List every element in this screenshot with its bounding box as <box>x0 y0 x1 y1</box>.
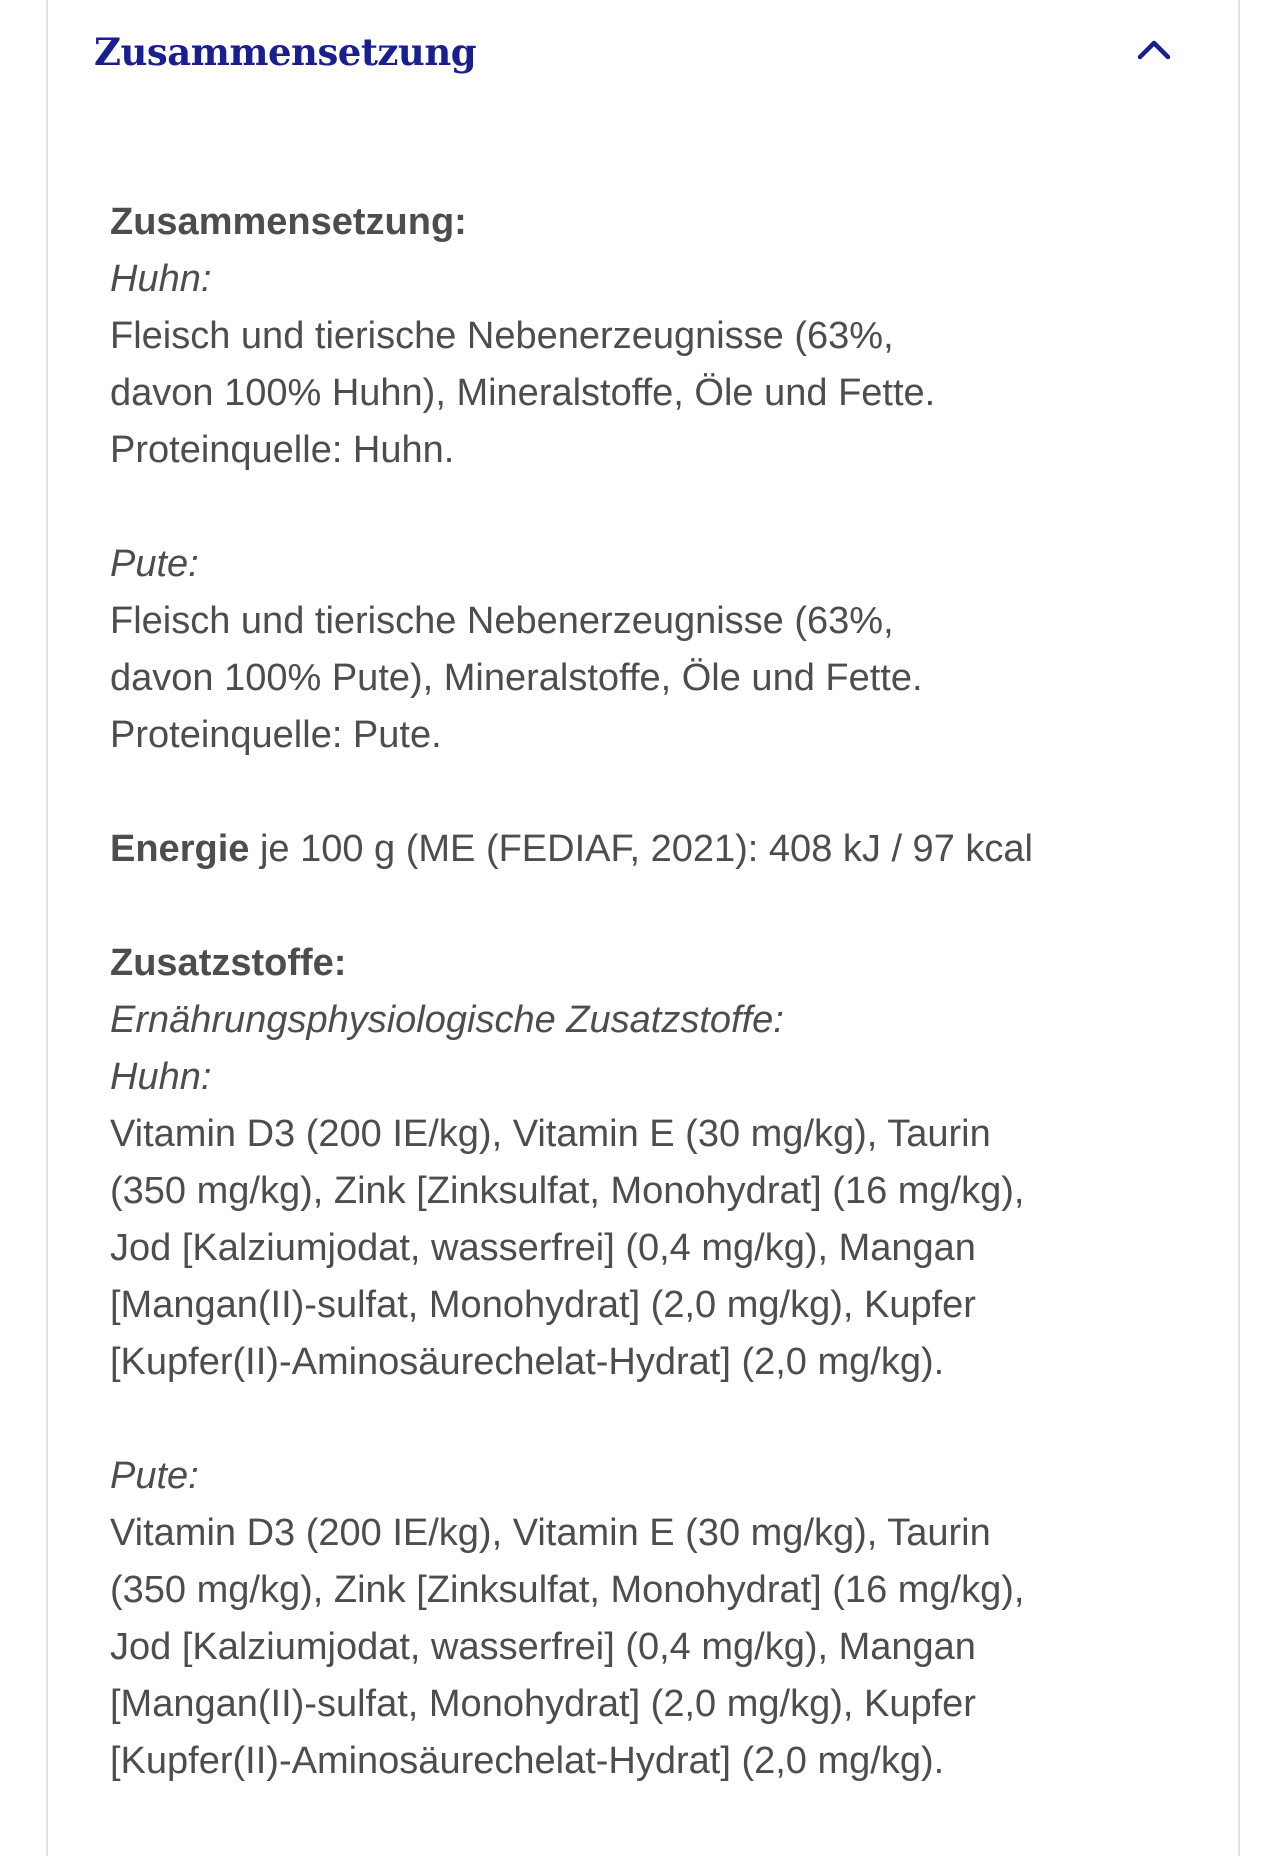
additives-chicken-line: [Kupfer(II)-Aminosäurechelat-Hydrat] (2,0 mg/kg). <box>110 1341 945 1383</box>
spacer <box>110 878 1190 935</box>
accordion-content <box>110 194 1190 1790</box>
spacer <box>110 479 1190 536</box>
additives-chicken-label: Huhn: <box>110 1056 212 1098</box>
composition-chicken-line: Proteinquelle: Huhn. <box>110 429 455 471</box>
additives-chicken-line: Vitamin D3 (200 IE/kg), Vitamin E (30 mg/kg), Taurin <box>110 1113 991 1155</box>
additives-chicken-line: (350 mg/kg), Zink [Zinksulfat, Monohydrat] (16 mg/kg), <box>110 1170 1025 1212</box>
composition-chicken-line: davon 100% Huhn), Mineralstoffe, Öle und Fette. <box>110 372 936 414</box>
energy-line <box>110 821 1190 878</box>
accordion-title: Zusammensetzung <box>94 30 477 74</box>
additives-turkey-label: Pute: <box>110 1455 199 1497</box>
additives-turkey-line: [Kupfer(II)-Aminosäurechelat-Hydrat] (2,0 mg/kg). <box>110 1740 945 1782</box>
additives-subheading: Ernährungsphysiologische Zusatzstoffe: <box>110 999 784 1041</box>
spacer <box>110 1391 1190 1448</box>
energy-text: je 100 g (ME (FEDIAF, 2021): 408 kJ / 97 kcal <box>249 828 1033 870</box>
additives-chicken-line: [Mangan(II)-sulfat, Monohydrat] (2,0 mg/kg), Kupfer <box>110 1284 976 1326</box>
spacer <box>110 764 1190 821</box>
additives-heading: Zusatzstoffe: <box>110 942 347 984</box>
additives-turkey-line: (350 mg/kg), Zink [Zinksulfat, Monohydrat] (16 mg/kg), <box>110 1569 1025 1611</box>
chevron-up-icon[interactable] <box>1132 28 1176 72</box>
energy-label: Energie <box>110 828 250 870</box>
composition-chicken-label: Huhn: <box>110 258 212 300</box>
composition-turkey-label: Pute: <box>110 543 199 585</box>
additives-turkey-line: Vitamin D3 (200 IE/kg), Vitamin E (30 mg/kg), Taurin <box>110 1512 991 1554</box>
composition-heading: Zusammensetzung: <box>110 201 467 243</box>
composition-turkey-line: davon 100% Pute), Mineralstoffe, Öle und Fette. <box>110 657 923 699</box>
additives-turkey-line: Jod [Kalziumjodat, wasserfrei] (0,4 mg/kg), Mangan <box>110 1626 976 1668</box>
composition-turkey-line: Fleisch und tierische Nebenerzeugnisse (63%, <box>110 600 894 642</box>
accordion-panel <box>46 0 1240 1856</box>
composition-chicken-line: Fleisch und tierische Nebenerzeugnisse (63%, <box>110 315 894 357</box>
additives-chicken-line: Jod [Kalziumjodat, wasserfrei] (0,4 mg/kg), Mangan <box>110 1227 976 1269</box>
additives-turkey-line: [Mangan(II)-sulfat, Monohydrat] (2,0 mg/kg), Kupfer <box>110 1683 976 1725</box>
accordion-header[interactable] <box>48 0 1238 104</box>
composition-turkey-line: Proteinquelle: Pute. <box>110 714 442 756</box>
